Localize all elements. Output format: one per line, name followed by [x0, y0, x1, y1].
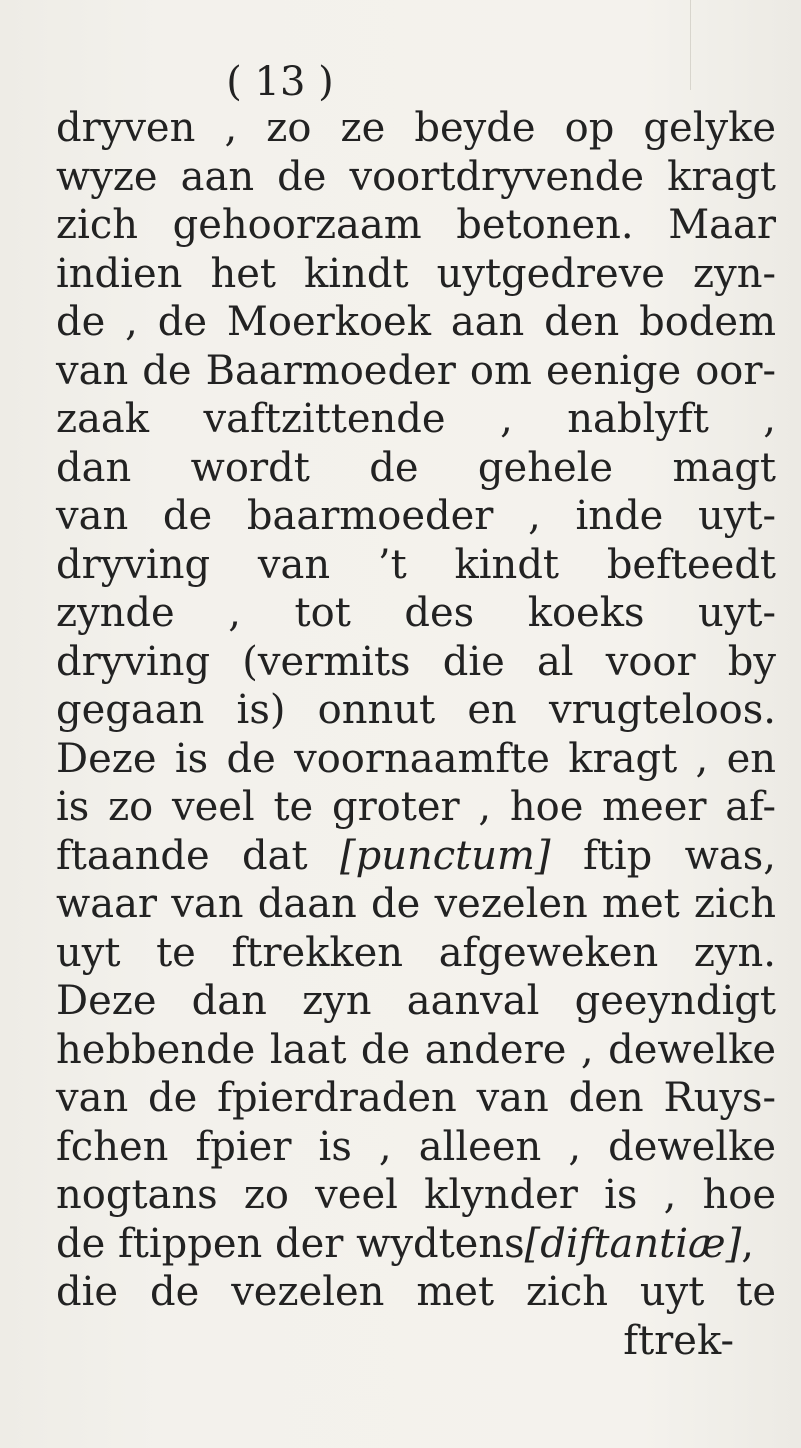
text-run: de ftippen der wydtens — [56, 1220, 525, 1267]
text-line: zaak vaftzittende , nablyft , — [56, 396, 776, 442]
text-line: zich gehoorzaam betonen. Maar — [56, 202, 776, 248]
text-line: van de fpierdraden van den Ruys- — [56, 1075, 776, 1121]
latin-gloss: [punctum] — [340, 832, 551, 879]
text-line: Deze is de voornaamfte kragt , en — [56, 735, 776, 782]
latin-gloss: [diftantiæ] — [524, 1220, 742, 1267]
text-run: ftip was, — [582, 832, 777, 879]
text-line: indien het kindt uytgedreve zyn- — [56, 250, 776, 297]
text-line — [56, 832, 776, 881]
text-line: dryven , zo ze beyde op gelyke — [56, 105, 776, 151]
text-line: dan wordt de gehele magt — [56, 444, 776, 491]
body-text — [56, 104, 776, 1365]
text-line: die de vezelen met zich uyt te — [56, 1269, 776, 1315]
text-line: Deze dan zyn aanval geeyndigt — [56, 978, 776, 1024]
text-line: de , de Moerkoek aan den bodem — [56, 299, 776, 345]
page-number: ( 13 ) — [226, 59, 334, 105]
text-line: dryving van ’t kindt befteedt — [56, 541, 776, 588]
text-line: nogtans zo veel klynder is , hoe — [56, 1172, 776, 1218]
text-line: waar van daan de vezelen met zich — [56, 881, 776, 927]
text-line: is zo veel te groter , hoe meer af- — [56, 784, 776, 830]
text-line: van de Baarmoeder om eenige oor- — [56, 347, 776, 394]
catchword: ftrek- — [623, 1317, 734, 1364]
text-run: ftaande dat — [56, 832, 308, 879]
text-line: gegaan is) onnut en vrugteloos. — [56, 687, 776, 733]
text-line: fchen fpier is , alleen , dewelke — [56, 1123, 776, 1170]
text-line: uyt te ftrekken afgeweken zyn. — [56, 929, 776, 976]
text-line: hebbende laat de andere , dewelke — [56, 1026, 776, 1073]
text-line: zynde , tot des koeks uyt- — [56, 590, 776, 636]
text-line: van de baarmoeder , inde uyt- — [56, 493, 776, 539]
page-crease — [690, 0, 691, 90]
text-line — [56, 1220, 776, 1269]
text-line: wyze aan de voortdryvende kragt — [56, 153, 776, 200]
text-line: dryving (vermits die al voor by — [56, 638, 776, 685]
text-run: , — [741, 1220, 754, 1267]
